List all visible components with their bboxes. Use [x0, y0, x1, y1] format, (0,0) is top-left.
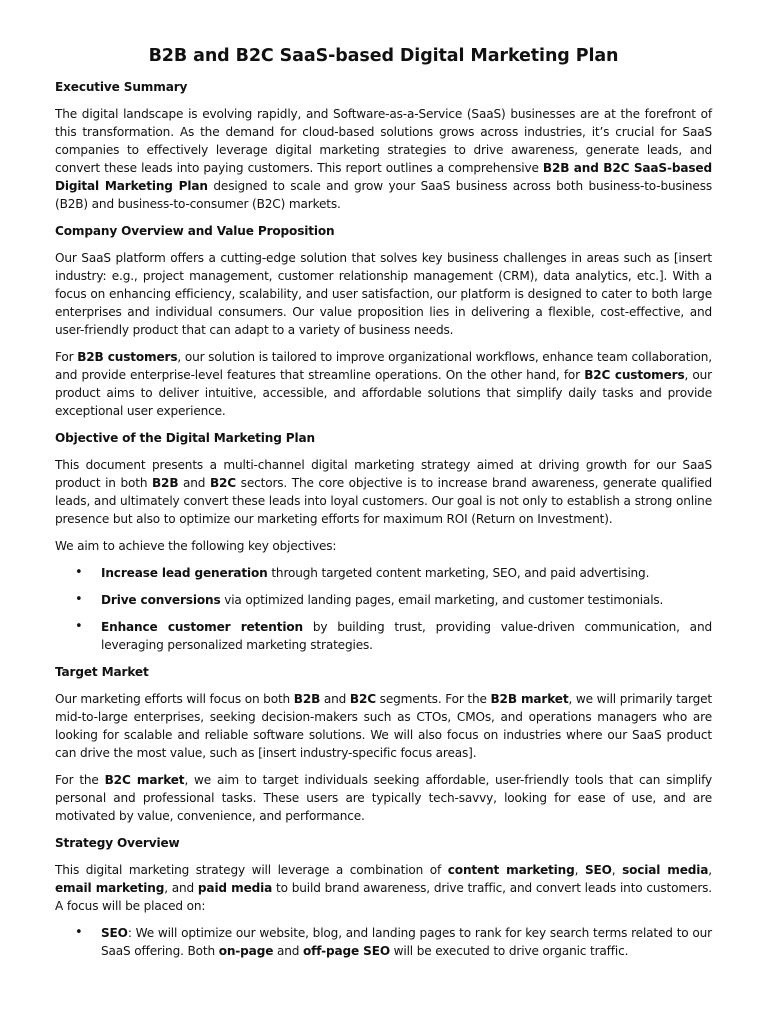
list-item: • SEO: We will optimize our website, blog, and landing pages to rank for key search terms related to our SaaS offering. Both on-page and off-page SEO will be executed to drive organic traffic. — [75, 925, 712, 958]
list-item: • Enhance customer retention by building trust, providing value-driven communication, and leveraging personalized marketing strategies. — [75, 619, 712, 652]
objective-paragraph-2: We aim to achieve the following key objectives: — [55, 539, 337, 553]
section-heading-company-overview: Company Overview and Value Proposition — [55, 224, 335, 238]
list-item: • Increase lead generation through targeted content marketing, SEO, and paid advertising. — [75, 565, 650, 580]
bullet-icon: • — [75, 565, 83, 580]
section-heading-strategy-overview: Strategy Overview — [55, 836, 180, 850]
section-heading-executive-summary: Executive Summary — [55, 80, 188, 94]
target-market-paragraph-1: Our marketing efforts will focus on both B2B and B2C segments. For the B2B market, we will primarily target mid-to-large enterprises, seeking decision-makers such as CTOs, CMOs, and operations managers who are looking for scalable and reliable software solutions. We will also focus on industries where our SaaS product can drive the most value, such as [insert industry-specific focus areas]. — [55, 692, 712, 760]
bullet-icon: • — [75, 619, 83, 634]
section-heading-target-market: Target Market — [55, 665, 149, 679]
document-title: B2B and B2C SaaS-based Digital Marketing Plan — [148, 46, 619, 66]
executive-summary-paragraph: The digital landscape is evolving rapidly, and Software-as-a-Service (SaaS) businesses are at the forefront of this transformation. As the demand for cloud-based solutions grows across industries, it’s crucial for SaaS companies to effectively leverage digital marketing strategies to drive awareness, generate leads, and convert these leads into paying customers. This report outlines a comprehensive B2B and B2C SaaS-based Digital Marketing Plan designed to scale and grow your SaaS business across both business-to-business (B2B) and business-to-consumer (B2C) markets. — [55, 107, 713, 211]
bullet-icon: • — [75, 592, 83, 607]
strategy-list — [55, 924, 712, 960]
company-overview-paragraph-2: For B2B customers, our solution is tailored to improve organizational workflows, enhance team collaboration, and provide enterprise-level features that streamline operations. On the other hand, for B2C customers, our product aims to deliver intuitive, accessible, and affordable solutions that simplify daily tasks and provide exceptional user experience. — [55, 350, 713, 418]
strategy-paragraph: This digital marketing strategy will leverage a combination of content marketing, SEO, social media, email marketing, and paid media to build brand awareness, drive traffic, and convert leads into customers. A focus will be placed on: — [55, 863, 712, 913]
objectives-list — [55, 564, 712, 654]
objective-paragraph-1: This document presents a multi-channel digital marketing strategy aimed at driving growth for our SaaS product in both B2B and B2C sectors. The core objective is to increase brand awareness, generate qualified leads, and ultimately convert these leads into loyal customers. Our goal is not only to establish a strong online presence but also to optimize our marketing efforts for maximum ROI (Return on Investment). — [55, 458, 712, 526]
list-item: • Drive conversions via optimized landing pages, email marketing, and customer testimonials. — [75, 592, 664, 607]
document-body — [55, 78, 712, 960]
company-overview-paragraph-1: Our SaaS platform offers a cutting-edge solution that solves key business challenges in areas such as [insert industry: e.g., project management, customer relationship management (CRM), data analytics, etc.]. With a focus on enhancing efficiency, scalability, and user satisfaction, our platform is designed to cater to both large enterprises and individual consumers. Our value proposition lies in delivering a flexible, cost-effective, and user-friendly product that can adapt to a variety of business needs. — [55, 251, 712, 337]
bullet-icon: • — [75, 925, 83, 940]
target-market-paragraph-2: For the B2C market, we aim to target individuals seeking affordable, user-friendly tools that can simplify personal and professional tasks. These users are typically tech-savvy, looking for ease of use, and are motivated by value, convenience, and performance. — [55, 773, 713, 823]
section-heading-objective: Objective of the Digital Marketing Plan — [55, 431, 315, 445]
